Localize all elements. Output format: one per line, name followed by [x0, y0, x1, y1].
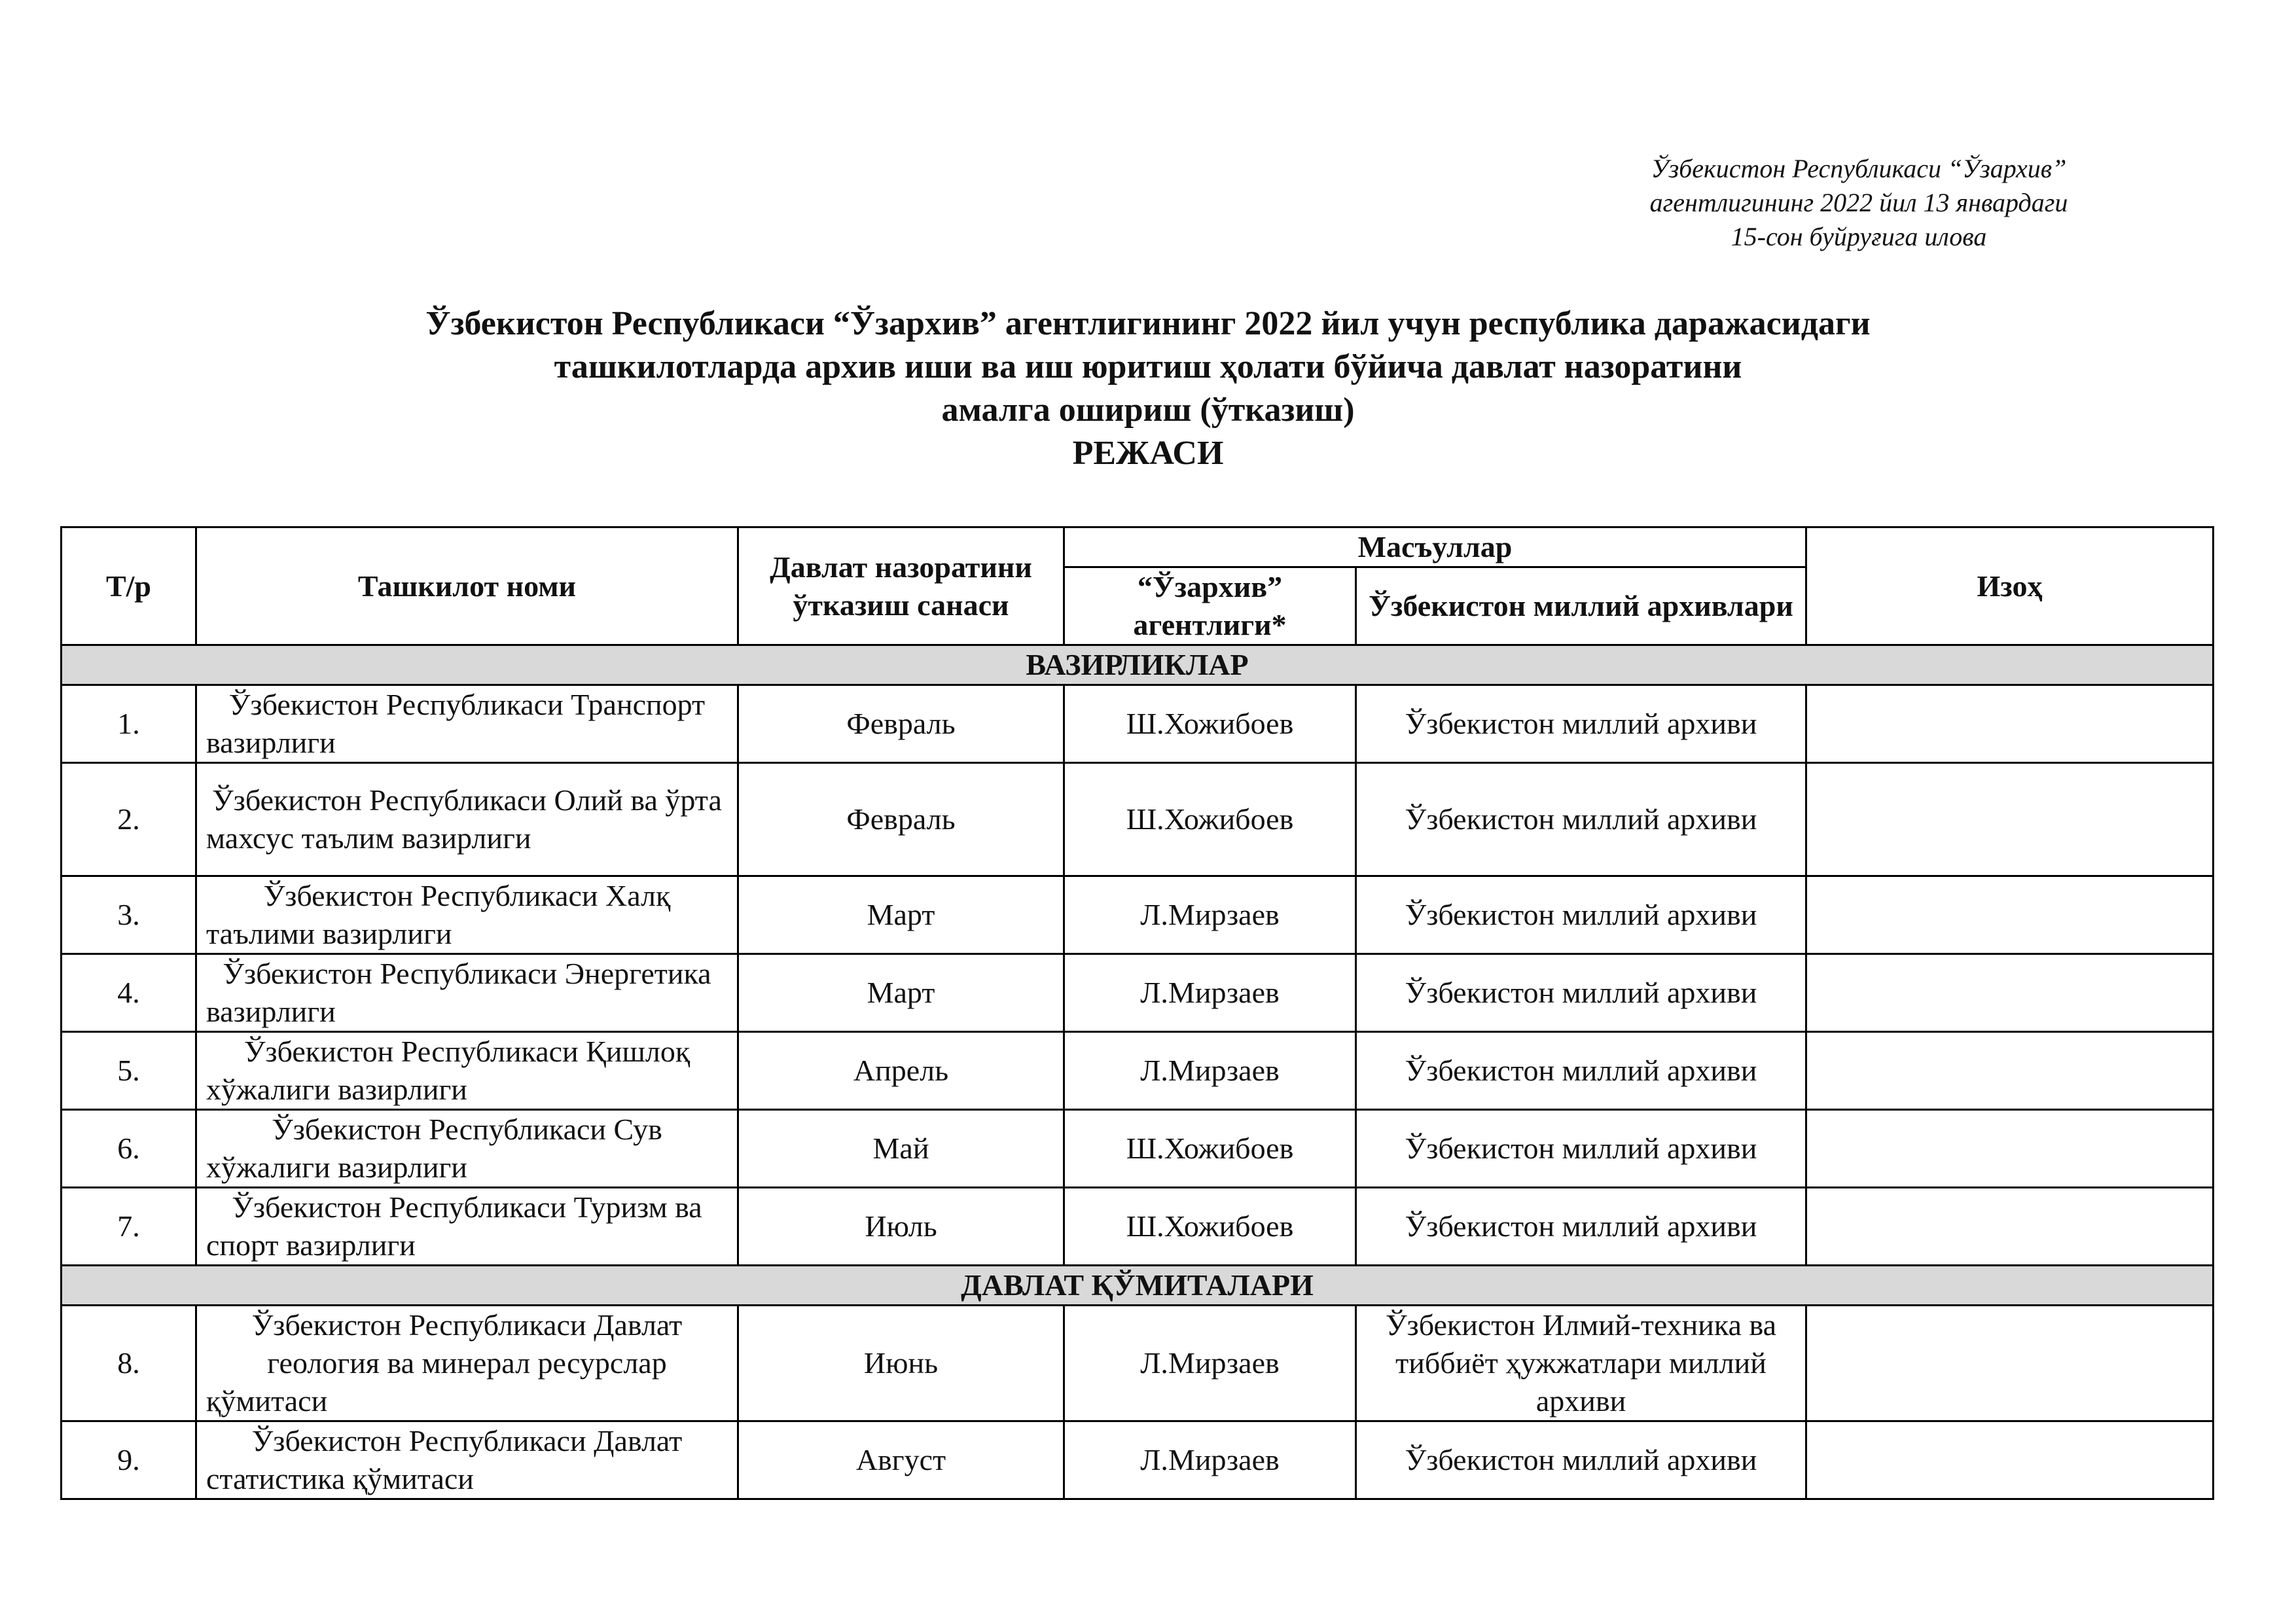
- row-org: Ўзбекистон Республикаси Халқ таълими вазирлиги: [196, 876, 738, 954]
- title-line-1: Ўзбекистон Республикаси “Ўзархив” агентлигининг 2022 йил учун республика даражасидаги: [425, 305, 1871, 342]
- table-header-row: [62, 527, 2214, 567]
- row-agency: Ш.Хожибоев: [1064, 1188, 1356, 1266]
- row-note: [1806, 1421, 2214, 1499]
- table-row: [62, 1188, 2214, 1266]
- row-date: Июль: [738, 1188, 1064, 1266]
- section-title: ДАВЛАТ ҚЎМИТАЛАРИ: [62, 1266, 2214, 1306]
- table-row: [62, 763, 2214, 876]
- table-row: [62, 1421, 2214, 1499]
- row-num: 4.: [62, 954, 196, 1032]
- annex-line-1: Ўзбекистон Республикаси “Ўзархив”: [1651, 154, 2067, 183]
- row-agency: Л.Мирзаев: [1064, 1421, 1356, 1499]
- row-org: Ўзбекистон Республикаси Давлат статистика қўмитаси: [196, 1421, 738, 1499]
- section-title: ВАЗИРЛИКЛАР: [62, 645, 2214, 685]
- row-agency: Л.Мирзаев: [1064, 954, 1356, 1032]
- header-note: Изоҳ: [1806, 527, 2214, 645]
- row-archive: Ўзбекистон миллий архиви: [1356, 954, 1806, 1032]
- annex-note: [1571, 152, 2147, 254]
- header-responsible: Масъуллар: [1064, 527, 1806, 567]
- row-archive: Ўзбекистон миллий архиви: [1356, 763, 1806, 876]
- plan-table: [60, 526, 2214, 1500]
- row-archive: Ўзбекистон миллий архиви: [1356, 1188, 1806, 1266]
- row-note: [1806, 763, 2214, 876]
- row-date: Июнь: [738, 1306, 1064, 1421]
- row-org: Ўзбекистон Республикаси Олий ва ўрта махсус таълим вазирлиги: [196, 763, 738, 876]
- row-org: Ўзбекистон Республикаси Давлат геология ва минерал ресурслар қўмитаси: [196, 1306, 738, 1421]
- row-date: Май: [738, 1110, 1064, 1188]
- table-row: [62, 876, 2214, 954]
- row-archive: Ўзбекистон миллий архиви: [1356, 1110, 1806, 1188]
- table-row: [62, 685, 2214, 763]
- annex-line-3: 15-сон буйруғига илова: [1731, 222, 1987, 251]
- section-row: [62, 645, 2214, 685]
- row-date: Февраль: [738, 763, 1064, 876]
- row-note: [1806, 1110, 2214, 1188]
- title-line-2: ташкилотларда архив иши ва иш юритиш ҳолати бўйича давлат назоратини: [554, 348, 1742, 385]
- header-org: Ташкилот номи: [196, 527, 738, 645]
- row-num: 2.: [62, 763, 196, 876]
- row-org: Ўзбекистон Республикаси Транспорт вазирлиги: [196, 685, 738, 763]
- row-agency: Ш.Хожибоев: [1064, 763, 1356, 876]
- row-agency: Л.Мирзаев: [1064, 1032, 1356, 1110]
- row-org: Ўзбекистон Республикаси Қишлоқ хўжалиги вазирлиги: [196, 1032, 738, 1110]
- header-archives: Ўзбекистон миллий архивлари: [1356, 567, 1806, 645]
- row-num: 1.: [62, 685, 196, 763]
- row-archive: Ўзбекистон миллий архиви: [1356, 1032, 1806, 1110]
- row-date: Февраль: [738, 685, 1064, 763]
- row-date: Август: [738, 1421, 1064, 1499]
- row-archive: Ўзбекистон миллий архиви: [1356, 876, 1806, 954]
- title-line-3: амалга ошириш (ўтказиш): [941, 391, 1355, 429]
- row-num: 9.: [62, 1421, 196, 1499]
- row-agency: Л.Мирзаев: [1064, 1306, 1356, 1421]
- row-note: [1806, 954, 2214, 1032]
- row-note: [1806, 1032, 2214, 1110]
- table-row: [62, 954, 2214, 1032]
- table-row: [62, 1032, 2214, 1110]
- header-agency: “Ўзархив” агентлиги*: [1064, 567, 1356, 645]
- document-title: [0, 302, 2296, 475]
- section-row: [62, 1266, 2214, 1306]
- row-note: [1806, 1188, 2214, 1266]
- row-org: Ўзбекистон Республикаси Туризм ва спорт вазирлиги: [196, 1188, 738, 1266]
- row-archive: Ўзбекистон миллий архиви: [1356, 1421, 1806, 1499]
- header-date: Давлат назоратини ўтказиш санаси: [738, 527, 1064, 645]
- row-num: 6.: [62, 1110, 196, 1188]
- annex-line-2: агентлигининг 2022 йил 13 январдаги: [1649, 188, 2068, 217]
- row-note: [1806, 685, 2214, 763]
- row-agency: Ш.Хожибоев: [1064, 685, 1356, 763]
- row-date: Март: [738, 954, 1064, 1032]
- row-note: [1806, 1306, 2214, 1421]
- row-num: 7.: [62, 1188, 196, 1266]
- row-num: 3.: [62, 876, 196, 954]
- row-org: Ўзбекистон Республикаси Сув хўжалиги вазирлиги: [196, 1110, 738, 1188]
- table-row: [62, 1110, 2214, 1188]
- row-note: [1806, 876, 2214, 954]
- row-num: 5.: [62, 1032, 196, 1110]
- row-date: Апрель: [738, 1032, 1064, 1110]
- row-agency: Ш.Хожибоев: [1064, 1110, 1356, 1188]
- row-agency: Л.Мирзаев: [1064, 876, 1356, 954]
- row-archive: Ўзбекистон Илмий-техника ва тиббиёт ҳужжатлари миллий архиви: [1356, 1306, 1806, 1421]
- row-org: Ўзбекистон Республикаси Энергетика вазирлиги: [196, 954, 738, 1032]
- row-date: Март: [738, 876, 1064, 954]
- row-archive: Ўзбекистон миллий архиви: [1356, 685, 1806, 763]
- row-num: 8.: [62, 1306, 196, 1421]
- header-num: Т/р: [62, 527, 196, 645]
- title-line-4: РЕЖАСИ: [1072, 435, 1224, 472]
- table-row: [62, 1306, 2214, 1421]
